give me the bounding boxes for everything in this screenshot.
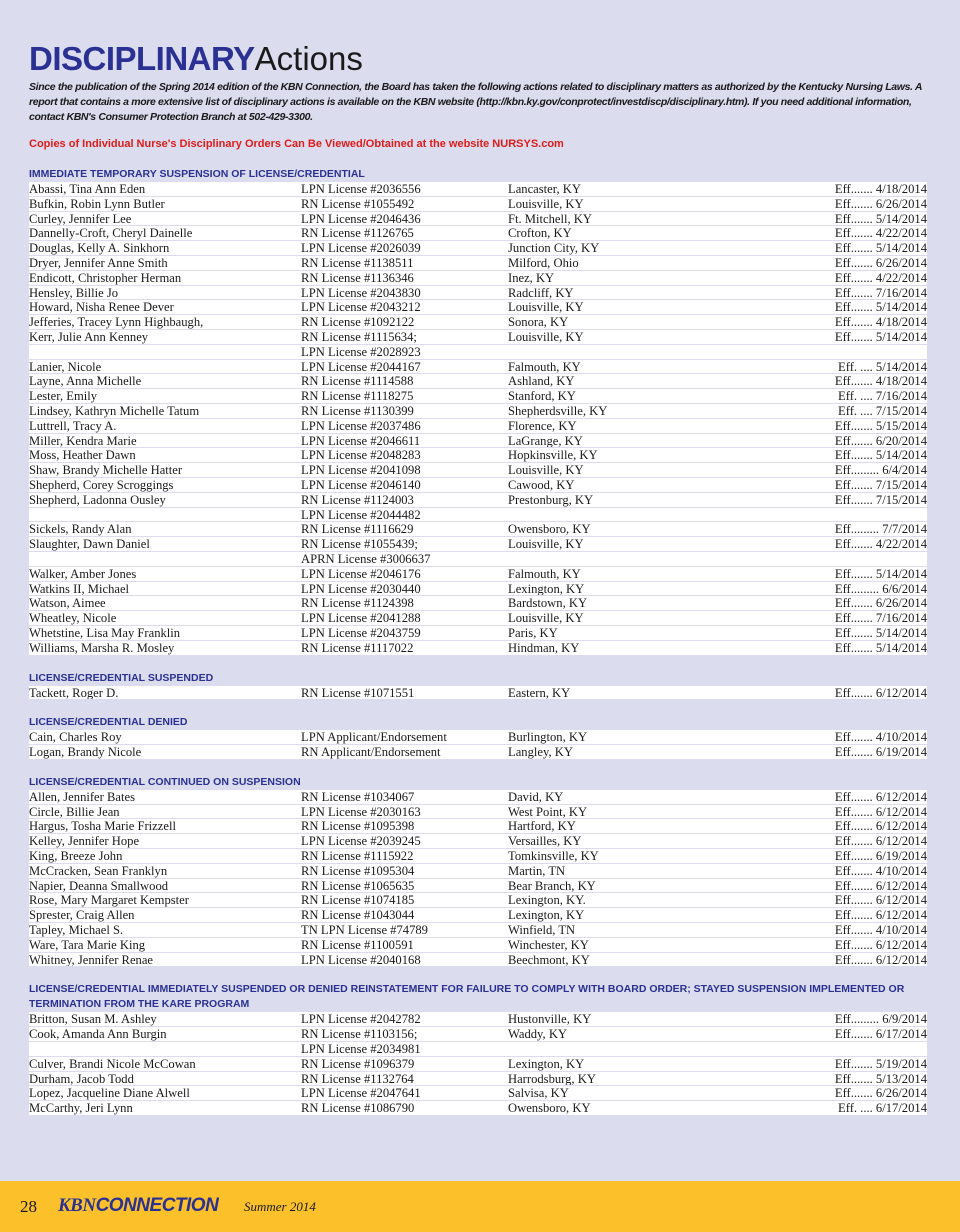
table-row: [29, 611, 927, 626]
location: Crofton, KY: [508, 226, 572, 241]
license-number: RN License #1095304: [301, 863, 415, 878]
section: [29, 715, 927, 760]
location: Ft. Mitchell, KY: [508, 211, 592, 226]
effective-date: Eff....... 6/12/2014: [834, 937, 927, 952]
license-number: LPN License #2034981: [301, 1042, 421, 1056]
location: Langley, KY: [508, 745, 573, 759]
effective-date: Eff....... 6/12/2014: [834, 789, 927, 804]
sections-container: [29, 167, 927, 1116]
table-row: [29, 389, 927, 404]
location: Bardstown, KY: [508, 596, 588, 611]
nurse-name: Watson, Aimee: [29, 596, 106, 611]
table-row: [29, 434, 927, 449]
license-number: LPN License #2043212: [301, 300, 421, 315]
location: Sonora, KY: [508, 315, 569, 329]
nurse-name: Cook, Amanda Ann Burgin: [29, 1027, 167, 1042]
location: Lexington, KY: [508, 908, 585, 923]
location: Junction City, KY: [508, 241, 600, 255]
license-number: LPN License #2046436: [301, 211, 421, 226]
table-row: [29, 938, 927, 953]
location: Cawood, KY: [508, 477, 575, 492]
nurse-name: Sickels, Randy Alan: [29, 522, 132, 537]
location: Lexington, KY.: [508, 893, 586, 908]
effective-date: Eff....... 4/22/2014: [834, 537, 927, 552]
license-number: LPN License #2041288: [301, 611, 421, 625]
license-number: LPN License #2046611: [301, 433, 421, 448]
license-number: LPN License #2042782: [301, 1012, 421, 1027]
nurse-name: Lanier, Nicole: [29, 359, 102, 374]
license-number: LPN License #2040168: [301, 952, 421, 967]
table-row: [29, 360, 927, 375]
table-row: [29, 567, 927, 582]
title-light: Actions: [254, 40, 363, 77]
location: Lexington, KY: [508, 1056, 585, 1071]
license-number: LPN License #2026039: [301, 241, 421, 255]
effective-date: Eff....... 6/20/2014: [834, 433, 927, 448]
license-number: RN License #1071551: [301, 685, 415, 700]
table-row: [29, 286, 927, 301]
license-number: APRN License #3006637: [301, 551, 431, 566]
section: [29, 671, 927, 701]
effective-date: [748, 1042, 927, 1056]
license-number: RN License #1055492: [301, 196, 415, 211]
nurse-name: Allen, Jennifer Bates: [29, 789, 135, 804]
license-number: LPN License #2039245: [301, 834, 421, 849]
location: West Point, KY: [508, 804, 588, 819]
table-row: [29, 641, 927, 656]
section-heading: LICENSE/CREDENTIAL IMMEDIATELY SUSPENDED OR DENIED REINSTATEMENT FOR FAILURE TO COMPLY WITH BOARD ORDER; STAYED SUSPENSION IMPLEMENTED OR TERMINATION FROM THE KARE PROGRAM: [29, 983, 905, 1011]
table-row: [29, 582, 927, 597]
effective-date: Eff. .... 6/17/2014: [838, 1101, 927, 1116]
effective-date: Eff....... 6/12/2014: [834, 834, 927, 849]
nurse-name: Bufkin, Robin Lynn Butler: [29, 196, 165, 211]
table-row: [29, 330, 927, 345]
location: Louisville, KY: [508, 463, 584, 477]
license-number: RN License #1130399: [301, 403, 414, 418]
nurse-name: Cain, Charles Roy: [29, 730, 122, 745]
table-row: [29, 256, 927, 271]
effective-date: Eff....... 6/12/2014: [834, 893, 927, 908]
nurse-name: King, Breeze John: [29, 849, 123, 863]
issue-label: Summer 2014: [244, 1199, 316, 1214]
table-row: [29, 1101, 927, 1116]
table-row: [29, 849, 927, 864]
nurse-name: Durham, Jacob Todd: [29, 1071, 134, 1086]
location: Louisville, KY: [508, 196, 584, 211]
table-row: [29, 1086, 927, 1101]
license-number: RN License #1095398: [301, 819, 415, 834]
effective-date: Eff....... 6/26/2014: [834, 1086, 927, 1101]
kbn-connection-logo: [58, 1195, 218, 1217]
effective-date: Eff....... 5/19/2014: [834, 1056, 927, 1071]
effective-date: Eff....... 6/17/2014: [834, 1027, 927, 1042]
effective-date: Eff....... 4/18/2014: [834, 315, 927, 330]
license-number: RN License #1116629: [301, 522, 414, 537]
section-heading: LICENSE/CREDENTIAL CONTINUED ON SUSPENSION: [29, 775, 301, 788]
license-number: RN License #1115922: [301, 849, 414, 863]
location: Hopkinsville, KY: [508, 448, 598, 463]
license-number: LPN License #2046140: [301, 477, 421, 492]
location: Owensboro, KY: [508, 522, 591, 537]
location: Ashland, KY: [508, 374, 575, 389]
location: Lexington, KY: [508, 581, 585, 596]
license-number: LPN License #2047641: [301, 1086, 421, 1101]
effective-date: Eff....... 7/15/2014: [834, 492, 927, 507]
location: David, KY: [508, 789, 564, 804]
nurse-name: Lester, Emily: [29, 389, 98, 403]
location: Inez, KY: [508, 270, 555, 285]
location: Versailles, KY: [508, 834, 582, 849]
table-row: [29, 182, 927, 197]
effective-date: Eff....... 5/14/2014: [834, 241, 927, 256]
table-row: [29, 463, 927, 478]
intro-paragraph: Since the publication of the Spring 2014 edition of the KBN Connection, the Board has taken the following actions related to disciplinary matters as authorized by the Kentucky Nursing Laws. A report that contains a more extensive list of disciplinary actions is available on the KBN website (http://kbn.ky.gov/conprotect/investdiscp/disciplinary.htm). If you need additional information, contact KBN's Consumer Protection Branch at 502-429-3300.: [29, 81, 922, 123]
location: Beechmont, KY: [508, 952, 590, 967]
location: Burlington, KY: [508, 730, 588, 745]
location: Falmouth, KY: [508, 566, 581, 581]
page-title: [29, 40, 927, 78]
nurse-name: Whitney, Jennifer Renae: [29, 952, 154, 967]
table-row: [29, 596, 927, 611]
effective-date: Eff....... 7/15/2014: [834, 477, 927, 492]
location: Radcliff, KY: [508, 285, 574, 300]
section-heading: LICENSE/CREDENTIAL SUSPENDED: [29, 671, 214, 684]
nurse-name: Watkins II, Michael: [29, 581, 130, 596]
location: Salvisa, KY: [508, 1086, 569, 1101]
license-number: RN License #1100591: [301, 937, 414, 952]
nurse-name: Layne, Anna Michelle: [29, 374, 142, 389]
effective-date: Eff....... 4/10/2014: [834, 923, 927, 938]
nurse-name: Endicott, Christopher Herman: [29, 270, 182, 285]
location: Louisville, KY: [508, 537, 584, 551]
license-number: RN License #1136346: [301, 270, 414, 285]
effective-date: Eff....... 5/14/2014: [834, 640, 927, 655]
table-row: [29, 212, 927, 227]
table-row: [29, 1057, 927, 1072]
table-row: [29, 493, 927, 508]
effective-date: Eff....... 5/13/2014: [834, 1071, 927, 1086]
nurse-name: Shaw, Brandy Michelle Hatter: [29, 463, 183, 477]
license-number: LPN License #2043830: [301, 285, 421, 300]
nurse-name: Moss, Heather Dawn: [29, 448, 136, 463]
table-row: [29, 730, 927, 745]
location: Louisville, KY: [508, 300, 584, 315]
license-number: LPN License #2046176: [301, 566, 421, 581]
effective-date: Eff....... 7/16/2014: [834, 285, 927, 300]
effective-date: Eff....... 5/14/2014: [834, 566, 927, 581]
effective-date: Eff....... 7/16/2014: [834, 611, 927, 626]
table-row: [29, 508, 927, 523]
effective-date: Eff. .... 7/15/2014: [838, 403, 927, 418]
nurse-name: [29, 345, 301, 359]
location: Eastern, KY: [508, 685, 571, 700]
table-row: [29, 908, 927, 923]
effective-date: [748, 508, 927, 522]
nurse-name: [29, 508, 301, 522]
nurse-name: [29, 1042, 301, 1056]
location: Tomkinsville, KY: [508, 849, 599, 863]
location: [508, 552, 748, 566]
location: Florence, KY: [508, 418, 577, 433]
table-row: [29, 315, 927, 330]
nurse-name: Hargus, Tosha Marie Frizzell: [29, 819, 176, 834]
effective-date: Eff....... 4/22/2014: [834, 226, 927, 241]
license-number: RN License #1065635: [301, 878, 415, 893]
license-number: LPN License #2048283: [301, 448, 421, 463]
section: [29, 982, 927, 1116]
effective-date: Eff....... 4/18/2014: [834, 374, 927, 389]
effective-date: Eff......... 7/7/2014: [834, 522, 927, 537]
license-number: RN License #1055439;: [301, 537, 418, 551]
effective-date: Eff....... 6/26/2014: [834, 596, 927, 611]
nurse-name: Miller, Kendra Marie: [29, 433, 137, 448]
nurse-name: Napier, Deanna Smallwood: [29, 878, 169, 893]
table-row: [29, 522, 927, 537]
license-number: RN License #1043044: [301, 908, 415, 923]
table-row: [29, 197, 927, 212]
nurse-name: Douglas, Kelly A. Sinkhorn: [29, 241, 170, 255]
effective-date: Eff....... 6/12/2014: [834, 952, 927, 967]
nurse-name: Rose, Mary Margaret Kempster: [29, 893, 189, 908]
location: Hustonville, KY: [508, 1012, 592, 1027]
footer-bar: [0, 1181, 960, 1232]
nurse-name: Ware, Tara Marie King: [29, 937, 146, 952]
table-row: [29, 404, 927, 419]
license-number: RN License #1138511: [301, 255, 414, 270]
effective-date: Eff....... 4/22/2014: [834, 270, 927, 285]
table-row: [29, 552, 927, 567]
license-number: RN License #1115634;: [301, 329, 417, 344]
table-row: [29, 537, 927, 552]
table-row: [29, 374, 927, 389]
nurse-name: McCracken, Sean Franklyn: [29, 863, 168, 878]
nurse-name: Shepherd, Ladonna Ousley: [29, 492, 166, 507]
license-number: TN LPN License #74789: [301, 923, 428, 937]
location: Martin, TN: [508, 863, 566, 878]
table-row: [29, 790, 927, 805]
section-heading: IMMEDIATE TEMPORARY SUSPENSION OF LICENSE/CREDENTIAL: [29, 168, 365, 180]
table-row: [29, 419, 927, 434]
nurse-name: Howard, Nisha Renee Dever: [29, 300, 174, 315]
effective-date: Eff....... 6/19/2014: [834, 745, 927, 760]
license-number: RN License #1117022: [301, 640, 414, 655]
location: Winfield, TN: [508, 923, 576, 937]
location: Waddy, KY: [508, 1027, 568, 1042]
disciplinary-actions-page: [29, 40, 927, 1116]
location: Bear Branch, KY: [508, 878, 596, 893]
license-number: RN License #1096379: [301, 1056, 415, 1071]
nurse-name: McCarthy, Jeri Lynn: [29, 1101, 133, 1116]
effective-date: Eff....... 5/15/2014: [834, 418, 927, 433]
table-row: [29, 1042, 927, 1057]
page-number: 28: [20, 1197, 37, 1216]
effective-date: Eff....... 5/14/2014: [834, 625, 927, 640]
license-number: LPN License #2044167: [301, 359, 421, 374]
table-row: [29, 893, 927, 908]
location: Winchester, KY: [508, 937, 589, 952]
effective-date: Eff. .... 5/14/2014: [838, 359, 927, 374]
location: Falmouth, KY: [508, 359, 581, 374]
effective-date: Eff....... 6/12/2014: [834, 685, 927, 700]
nursys-notice: Copies of Individual Nurse's Disciplinary Orders Can Be Viewed/Obtained at the website NURSYS.com: [29, 138, 564, 150]
effective-date: Eff....... 6/26/2014: [834, 255, 927, 270]
location: [508, 345, 748, 359]
effective-date: Eff....... 5/14/2014: [834, 300, 927, 315]
table-row: [29, 1012, 927, 1027]
table-row: [29, 300, 927, 315]
nurse-name: Whetstine, Lisa May Franklin: [29, 625, 181, 640]
location: Stanford, KY: [508, 389, 576, 403]
location: Hindman, KY: [508, 640, 580, 655]
effective-date: Eff....... 4/18/2014: [834, 182, 927, 196]
license-number: RN License #1124398: [301, 596, 414, 611]
license-number: RN License #1114588: [301, 374, 414, 389]
table-row: [29, 1027, 927, 1042]
nurse-name: Tackett, Roger D.: [29, 685, 119, 700]
nurse-name: Abassi, Tina Ann Eden: [29, 182, 146, 196]
license-number: RN License #1034067: [301, 789, 415, 804]
nurse-name: Kerr, Julie Ann Kenney: [29, 329, 149, 344]
table-row: [29, 686, 927, 701]
effective-date: [748, 552, 927, 566]
effective-date: Eff....... 5/14/2014: [834, 448, 927, 463]
location: Paris, KY: [508, 625, 558, 640]
section: [29, 167, 927, 656]
effective-date: Eff......... 6/9/2014: [834, 1012, 927, 1027]
effective-date: Eff....... 6/12/2014: [834, 819, 927, 834]
effective-date: Eff....... 4/10/2014: [834, 730, 927, 745]
license-number: LPN License #2030440: [301, 581, 421, 596]
section: [29, 775, 927, 968]
nurse-name: Hensley, Billie Jo: [29, 285, 119, 300]
license-number: RN License #1074185: [301, 893, 415, 908]
license-number: LPN License #2044482: [301, 507, 421, 522]
table-row: [29, 226, 927, 241]
nurse-name: Tapley, Michael S.: [29, 923, 124, 937]
location: [508, 508, 748, 522]
license-number: RN License #1118275: [301, 389, 414, 403]
effective-date: Eff......... 6/6/2014: [834, 581, 927, 596]
location: Owensboro, KY: [508, 1101, 591, 1116]
location: [508, 1042, 748, 1056]
license-number: RN License #1086790: [301, 1101, 415, 1116]
license-number: RN License #1092122: [301, 315, 415, 329]
effective-date: [748, 345, 927, 359]
location: Prestonburg, KY: [508, 492, 594, 507]
logo-kbn: KBN: [58, 1195, 96, 1216]
nurse-name: Lindsey, Kathryn Michelle Tatum: [29, 403, 200, 418]
license-number: LPN License #2041098: [301, 463, 421, 477]
effective-date: Eff. .... 7/16/2014: [838, 389, 927, 404]
table-row: [29, 448, 927, 463]
nurse-name: Kelley, Jennifer Hope: [29, 834, 140, 849]
location: Shepherdsville, KY: [508, 403, 608, 418]
license-number: RN License #1103156;: [301, 1027, 418, 1042]
license-number: RN License #1124003: [301, 492, 414, 507]
table-row: [29, 834, 927, 849]
nurse-name: Curley, Jennifer Lee: [29, 211, 132, 226]
nurse-name: Britton, Susan M. Ashley: [29, 1012, 157, 1027]
effective-date: Eff....... 5/14/2014: [834, 211, 927, 226]
table-row: [29, 879, 927, 894]
license-number: RN License #1132764: [301, 1071, 414, 1086]
license-number: LPN License #2043759: [301, 625, 421, 640]
license-number: LPN License #2028923: [301, 344, 421, 359]
effective-date: Eff....... 4/10/2014: [834, 863, 927, 878]
table-row: [29, 241, 927, 256]
nurse-name: Walker, Amber Jones: [29, 566, 137, 581]
nurse-name: Slaughter, Dawn Daniel: [29, 537, 150, 551]
license-number: LPN License #2036556: [301, 182, 421, 196]
effective-date: Eff....... 6/19/2014: [834, 849, 927, 864]
location: Milford, Ohio: [508, 255, 579, 270]
nurse-name: Dannelly-Croft, Cheryl Dainelle: [29, 226, 193, 241]
effective-date: Eff....... 6/12/2014: [834, 908, 927, 923]
table-row: [29, 745, 927, 760]
nurse-name: Logan, Brandy Nicole: [29, 745, 142, 759]
effective-date: Eff....... 6/12/2014: [834, 804, 927, 819]
nurse-name: Circle, Billie Jean: [29, 804, 120, 819]
table-row: [29, 805, 927, 820]
license-number: LPN Applicant/Endorsement: [301, 730, 447, 745]
nurse-name: Jefferies, Tracey Lynn Highbaugh,: [29, 315, 204, 329]
location: Harrodsburg, KY: [508, 1071, 596, 1086]
table-row: [29, 923, 927, 938]
location: Louisville, KY: [508, 611, 584, 625]
license-number: LPN License #2037486: [301, 418, 421, 433]
effective-date: Eff....... 6/26/2014: [834, 196, 927, 211]
table-row: [29, 1072, 927, 1087]
logo-connection: CONNECTION: [95, 1195, 219, 1216]
effective-date: Eff....... 5/14/2014: [834, 329, 927, 344]
nurse-name: Wheatley, Nicole: [29, 611, 117, 625]
table-row: [29, 345, 927, 360]
location: Lancaster, KY: [508, 182, 581, 196]
table-row: [29, 271, 927, 286]
table-row: [29, 864, 927, 879]
license-number: RN Applicant/Endorsement: [301, 745, 441, 759]
table-row: [29, 819, 927, 834]
table-row: [29, 626, 927, 641]
effective-date: Eff....... 6/12/2014: [834, 878, 927, 893]
license-number: LPN License #2030163: [301, 804, 421, 819]
title-bold: DISCIPLINARY: [29, 40, 255, 77]
nurse-name: Sprester, Craig Allen: [29, 908, 135, 923]
location: LaGrange, KY: [508, 433, 583, 448]
location: Louisville, KY: [508, 329, 584, 344]
nurse-name: Dryer, Jennifer Anne Smith: [29, 255, 168, 270]
nurse-name: Shepherd, Corey Scroggings: [29, 477, 174, 492]
section-heading: LICENSE/CREDENTIAL DENIED: [29, 716, 188, 729]
nurse-name: Williams, Marsha R. Mosley: [29, 640, 175, 655]
location: Hartford, KY: [508, 819, 576, 834]
table-row: [29, 953, 927, 968]
table-row: [29, 478, 927, 493]
nurse-name: Luttrell, Tracy A.: [29, 418, 117, 433]
effective-date: Eff......... 6/4/2014: [834, 463, 927, 478]
nurse-name: Culver, Brandi Nicole McCowan: [29, 1056, 196, 1071]
license-number: RN License #1126765: [301, 226, 414, 241]
nurse-name: Lopez, Jacqueline Diane Alwell: [29, 1086, 190, 1101]
nurse-name: [29, 552, 301, 566]
